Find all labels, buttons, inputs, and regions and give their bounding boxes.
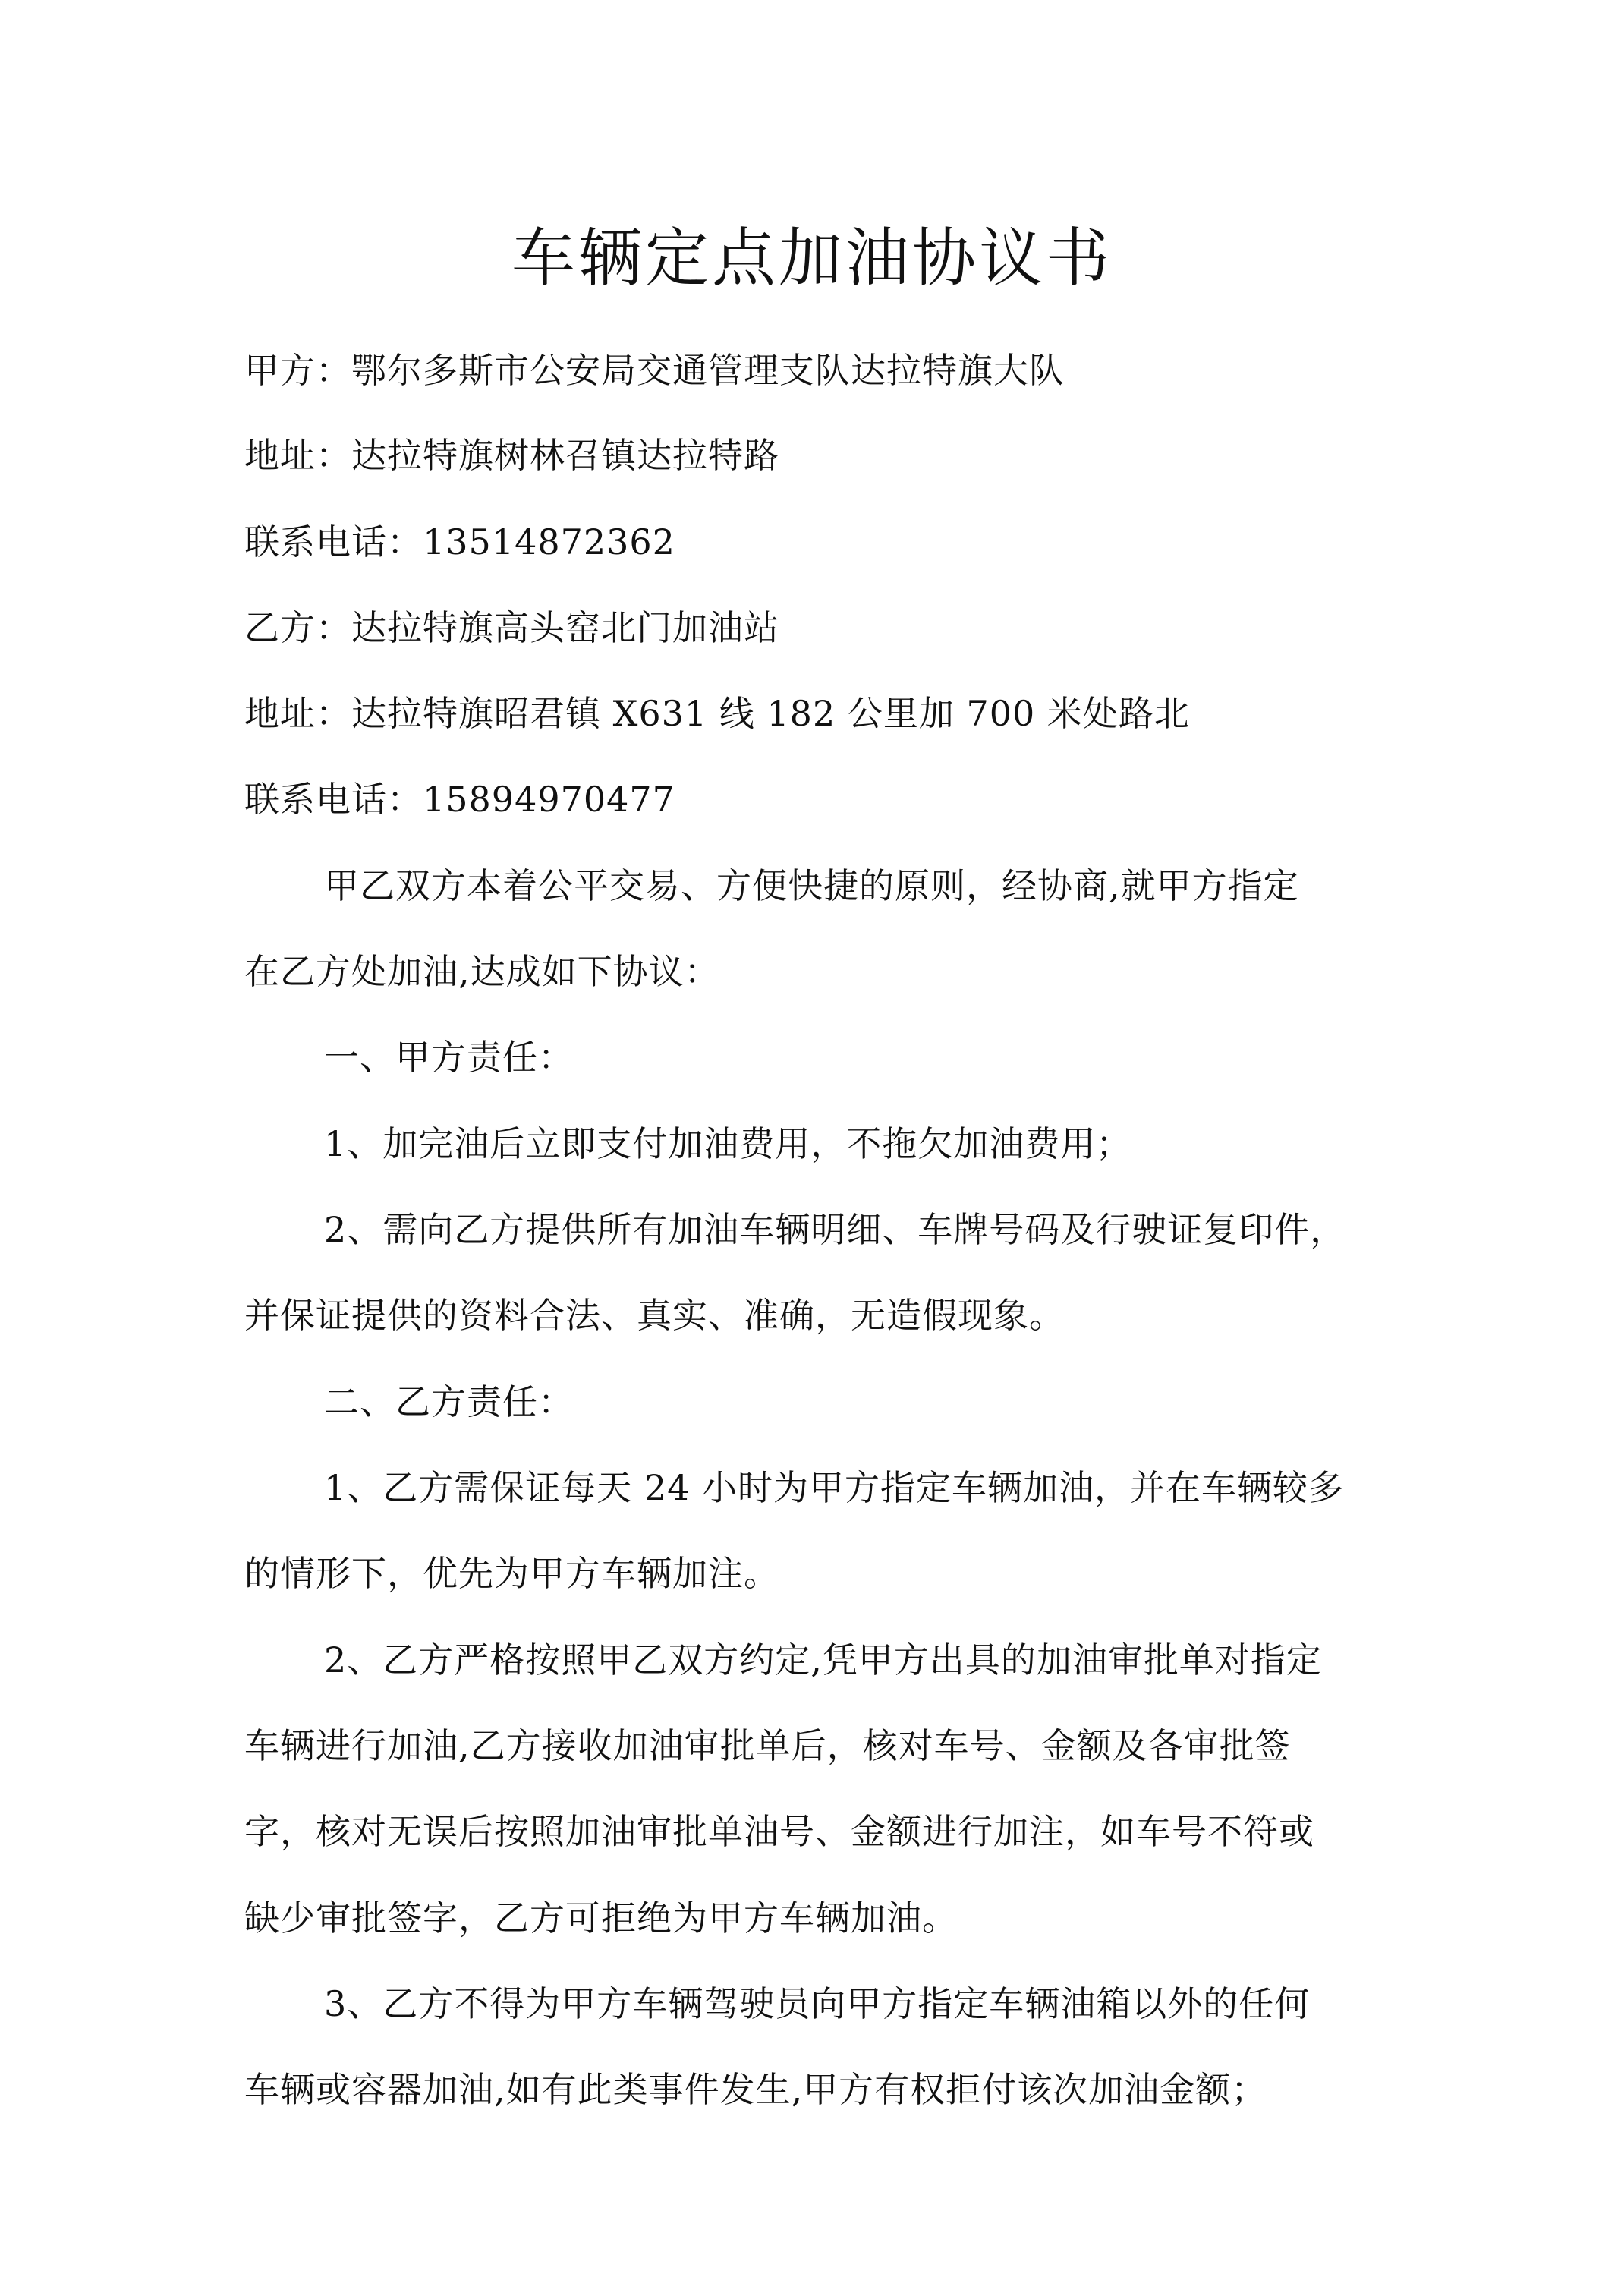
party-b-name: 乙方：达拉特旗高头窑北门加油站 bbox=[244, 607, 779, 648]
intro-line-1: 甲乙双方本着公平交易、方便快捷的原则，经协商,就甲方指定 bbox=[324, 865, 1299, 906]
document-title: 车辆定点加油协议书 bbox=[511, 221, 1113, 295]
intro-line-2: 在乙方处加油,达成如下协议： bbox=[244, 951, 720, 992]
section-b-item-3-line-2: 车辆或容器加油,如有此类事件发生,甲方有权拒付该次加油金额； bbox=[244, 2069, 1267, 2110]
section-b-item-3-line-1: 3、乙方不得为甲方车辆驾驶员向甲方指定车辆油箱以外的任何 bbox=[324, 1983, 1311, 2024]
section-b-heading: 二、乙方责任： bbox=[324, 1381, 574, 1422]
section-b-item-2-line-1: 2、乙方严格按照甲乙双方约定,凭甲方出具的加油审批单对指定 bbox=[324, 1639, 1322, 1680]
party-a-address: 地址：达拉特旗树林召镇达拉特路 bbox=[244, 435, 779, 476]
section-a-heading: 一、甲方责任： bbox=[324, 1037, 574, 1078]
section-b-item-2-line-4: 缺少审批签字，乙方可拒绝为甲方车辆加油。 bbox=[244, 1898, 958, 1938]
section-a-item-1: 1、加完油后立即支付加油费用，不拖欠加油费用； bbox=[324, 1123, 1132, 1164]
section-b-item-1-line-2: 的情形下，优先为甲方车辆加注。 bbox=[244, 1553, 779, 1594]
party-a-name: 甲方：鄂尔多斯市公安局交通管理支队达拉特旗大队 bbox=[244, 350, 1065, 391]
section-b-item-1-line-1: 1、乙方需保证每天 24 小时为甲方指定车辆加油，并在车辆较多 bbox=[324, 1467, 1345, 1508]
section-a-item-2-line-1: 2、需向乙方提供所有加油车辆明细、车牌号码及行驶证复印件， bbox=[324, 1209, 1346, 1250]
party-b-phone: 联系电话：15894970477 bbox=[244, 779, 675, 820]
party-b-address: 地址：达拉特旗昭君镇 X631 线 182 公里加 700 米处路北 bbox=[244, 693, 1190, 734]
section-a-item-2-line-2: 并保证提供的资料合法、真实、准确，无造假现象。 bbox=[244, 1295, 1065, 1336]
section-b-item-2-line-2: 车辆进行加油,乙方接收加油审批单后，核对车号、金额及各审批签 bbox=[244, 1725, 1291, 1766]
section-b-item-2-line-3: 字，核对无误后按照加油审批单油号、金额进行加注，如车号不符或 bbox=[244, 1811, 1314, 1852]
party-a-phone: 联系电话：13514872362 bbox=[244, 521, 675, 562]
